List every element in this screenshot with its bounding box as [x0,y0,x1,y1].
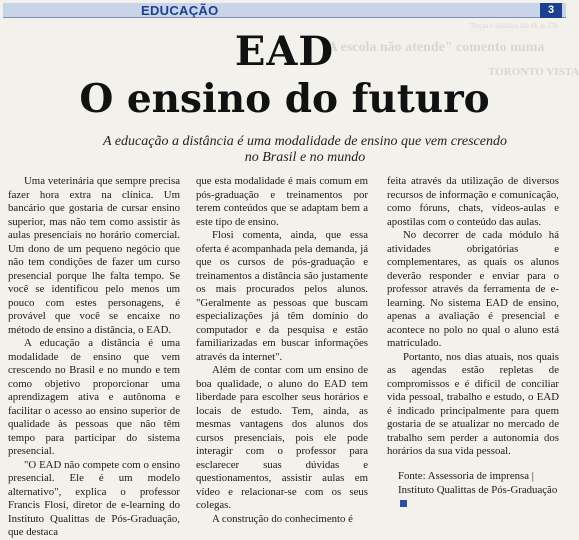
source-text: Fonte: Assessoria de imprensa | Instituto Qualittas de Pós-Graduação [398,470,558,496]
paragraph: Flosi comenta, ainda, que essa oferta é acompanhada pela demanda, já que os cursos de pós-graduação e treinamentos a distância são justamente os mais procurados pelos alunos. "Geralmente as pessoas que buscam especializações já têm domínio do computador e da pesquisa e estão familiarizadas em buscar informações através da internet". [196,229,368,363]
paragraph: feita através da utilização de diversos recursos de informação e comunicação, como fóruns, chats, vídeos-aulas e apostilas com o conteúdo das aulas. [387,175,559,228]
bleed-through-text: TORONTO VISTA [488,66,579,78]
paragraph: Portanto, nos dias atuais, nos quais as agendas estão repletas de compromissos e é difícil de conciliar vida pessoal, trabalho e estudo, o EAD é indicado principalmente para quem gostaria de se atualizar no mercado de trabalho sem perder a autonomia dos horários da sua vida pessoal. [387,350,559,457]
article-title-line-1: EAD [234,28,335,75]
article-title-line-2: O ensino do futuro [79,76,490,122]
article-source [398,470,564,511]
paragraph: A construção do conhecimento é [212,512,353,525]
section-header-bar [3,3,566,18]
paragraph: Uma veterinária que sempre precisa fazer hora extra na clínica. Um bancário que gostaria de cursar ensino superior, mas não tem como assistir às aulas presenciais no horário comercial. Um dono de um pequeno negócio que não tem condições de fazer um curso presencial porque lhe falta tempo. Se você se identificou pelo menos um pouco com estes personagens, é provável que você se encaixe no método de ensino a distância, o EAD. [8,175,180,336]
end-mark-icon [400,500,407,507]
article-column-2 [196,175,368,526]
article-column-1 [8,175,180,540]
article-column-3 [387,175,559,459]
section-label: EDUCAÇÃO [141,3,219,18]
bleed-through-text: "A escola não atende" comento numa [320,40,545,55]
paragraph: "O EAD não compete com o ensino presencial. Ele é um modelo alternativo", explica o professor Francis Flosi, diretor de e-learning do Instituto Qualittas de Pós-Graduação, que destaca [8,458,180,538]
article-subtitle: A educação a distância é uma modalidade de ensino que vem crescendo no Brasil e no mundo [103,134,507,165]
bleed-through-text: Terças e Sábados das 8h às 17h [470,22,558,30]
paragraph: A educação a distância é uma modalidade de ensino que vem crescendo no Brasil e no mundo e tem como objetivo proporcionar uma aprendizagem ativa e autônoma e facilitar o acesso ao ensino superior de qualidade às pessoas que não têm tempo para participar do sistema presencial. [8,337,180,457]
paragraph: que esta modalidade é mais comum em pós-graduação e treinamentos por terem conteúdos que se adaptam bem a este tipo de ensino. [196,175,368,228]
page-number: 3 [540,3,562,18]
paragraph: Além de contar com um ensino de boa qualidade, o aluno do EAD tem liberdade para escolher seus horários e locais de estudo. Tem, ainda, as mesmas vantagens dos alunos dos cursos presenciais, pois ele pode interagir com o professor para esclarecer suas dúvidas e questionamentos, assistir aulas em vídeo e relacionar-se com os seus colegas. [196,364,368,511]
paragraph: No decorrer de cada módulo há atividades obrigatórias e complementares, as quais os alunos deverão responder e enviar para o professor através da ferramenta de e-learning. No sistema EAD de ensino, apenas a avaliação é presencial e acontece no polo no qual o aluno está matriculado. [387,229,559,349]
